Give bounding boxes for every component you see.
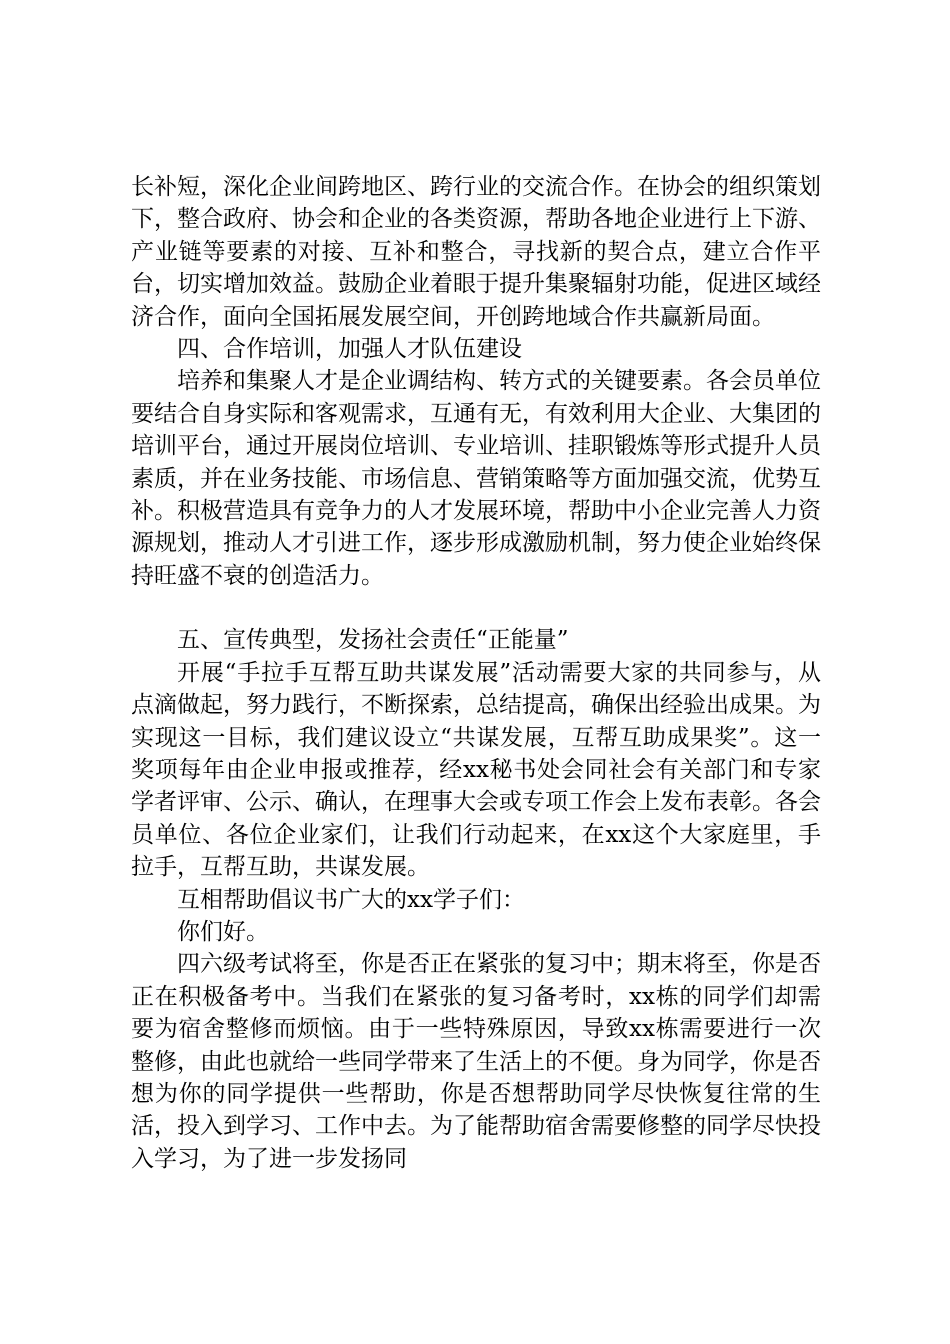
paragraph-dorm-renovation: 四六级考试将至，你是否正在紧张的复习中；期末将至，你是否正在积极备考中。当我们在紧张的复习备考时，xx栋的同学们却需要为宿舍整修而烦恼。由于一些特殊原因，导致xx栋需要进行一次整修，由此也就给一些同学带来了生活上的不便。身为同学，你是否想为你的同学提供一些帮助，你是否想帮助同学尽快恢复往常的生活，投入到学习、工作中去。为了能帮助宿舍需要修整的同学尽快投入学习，为了进一步发扬同 [131,951,821,1172]
paragraph-gap [131,592,821,624]
paragraph-activity-award: 开展“手拉手互帮互助共谋发展”活动需要大家的共同参与，从点滴做起，努力践行，不断探索，总结提高，确保出经验出成果。为实现这一目标，我们建议设立“共谋发展，互帮互助成果奖”。这一奖项每年由企业申报或推荐，经xx秘书处会同社会有关部门和专家学者评审、公示、确认，在理事大会或专项工作会上发布表彰。各会员单位、各位企业家们，让我们行动起来，在xx这个大家庭里，手拉手，互帮互助，共谋发展。 [131,659,821,881]
document-body [131,171,821,1175]
section-heading-publicity: 五、宣传典型，发扬社会责任“正能量” [177,627,569,654]
paragraph-talent-training: 培养和集聚人才是企业调结构、转方式的关键要素。各会员单位要结合自身实际和客观需求，互通有无，有效利用大企业、大集团的培训平台，通过开展岗位培训、专业培训、挂职锻炼等形式提升人员素质，并在业务技能、市场信息、营销策略等方面加强交流，优势互补。积极营造具有竞争力的人才发展环境，帮助中小企业完善人力资源规划，推动人才引进工作，逐步形成激励机制，努力使企业始终保持旺盛不衰的创造活力。 [131,368,821,589]
letter-greeting: 你们好。 [177,918,269,945]
section-heading-training: 四、合作培训，加强人才队伍建设 [177,336,522,363]
paragraph-cooperation-continued: 长补短，深化企业间跨地区、跨行业的交流合作。在协会的组织策划下，整合政府、协会和企业的各类资源，帮助各地企业进行上下游、产业链等要素的对接、互补和整合，寻找新的契合点，建立合作平台，切实增加效益。鼓励企业着眼于提升集聚辐射功能，促进区域经济合作，面向全国拓展发展空间，开创跨地域合作共赢新局面。 [131,174,821,330]
letter-title-salutation: 互相帮助倡议书广大的xx学子们： [177,886,525,913]
